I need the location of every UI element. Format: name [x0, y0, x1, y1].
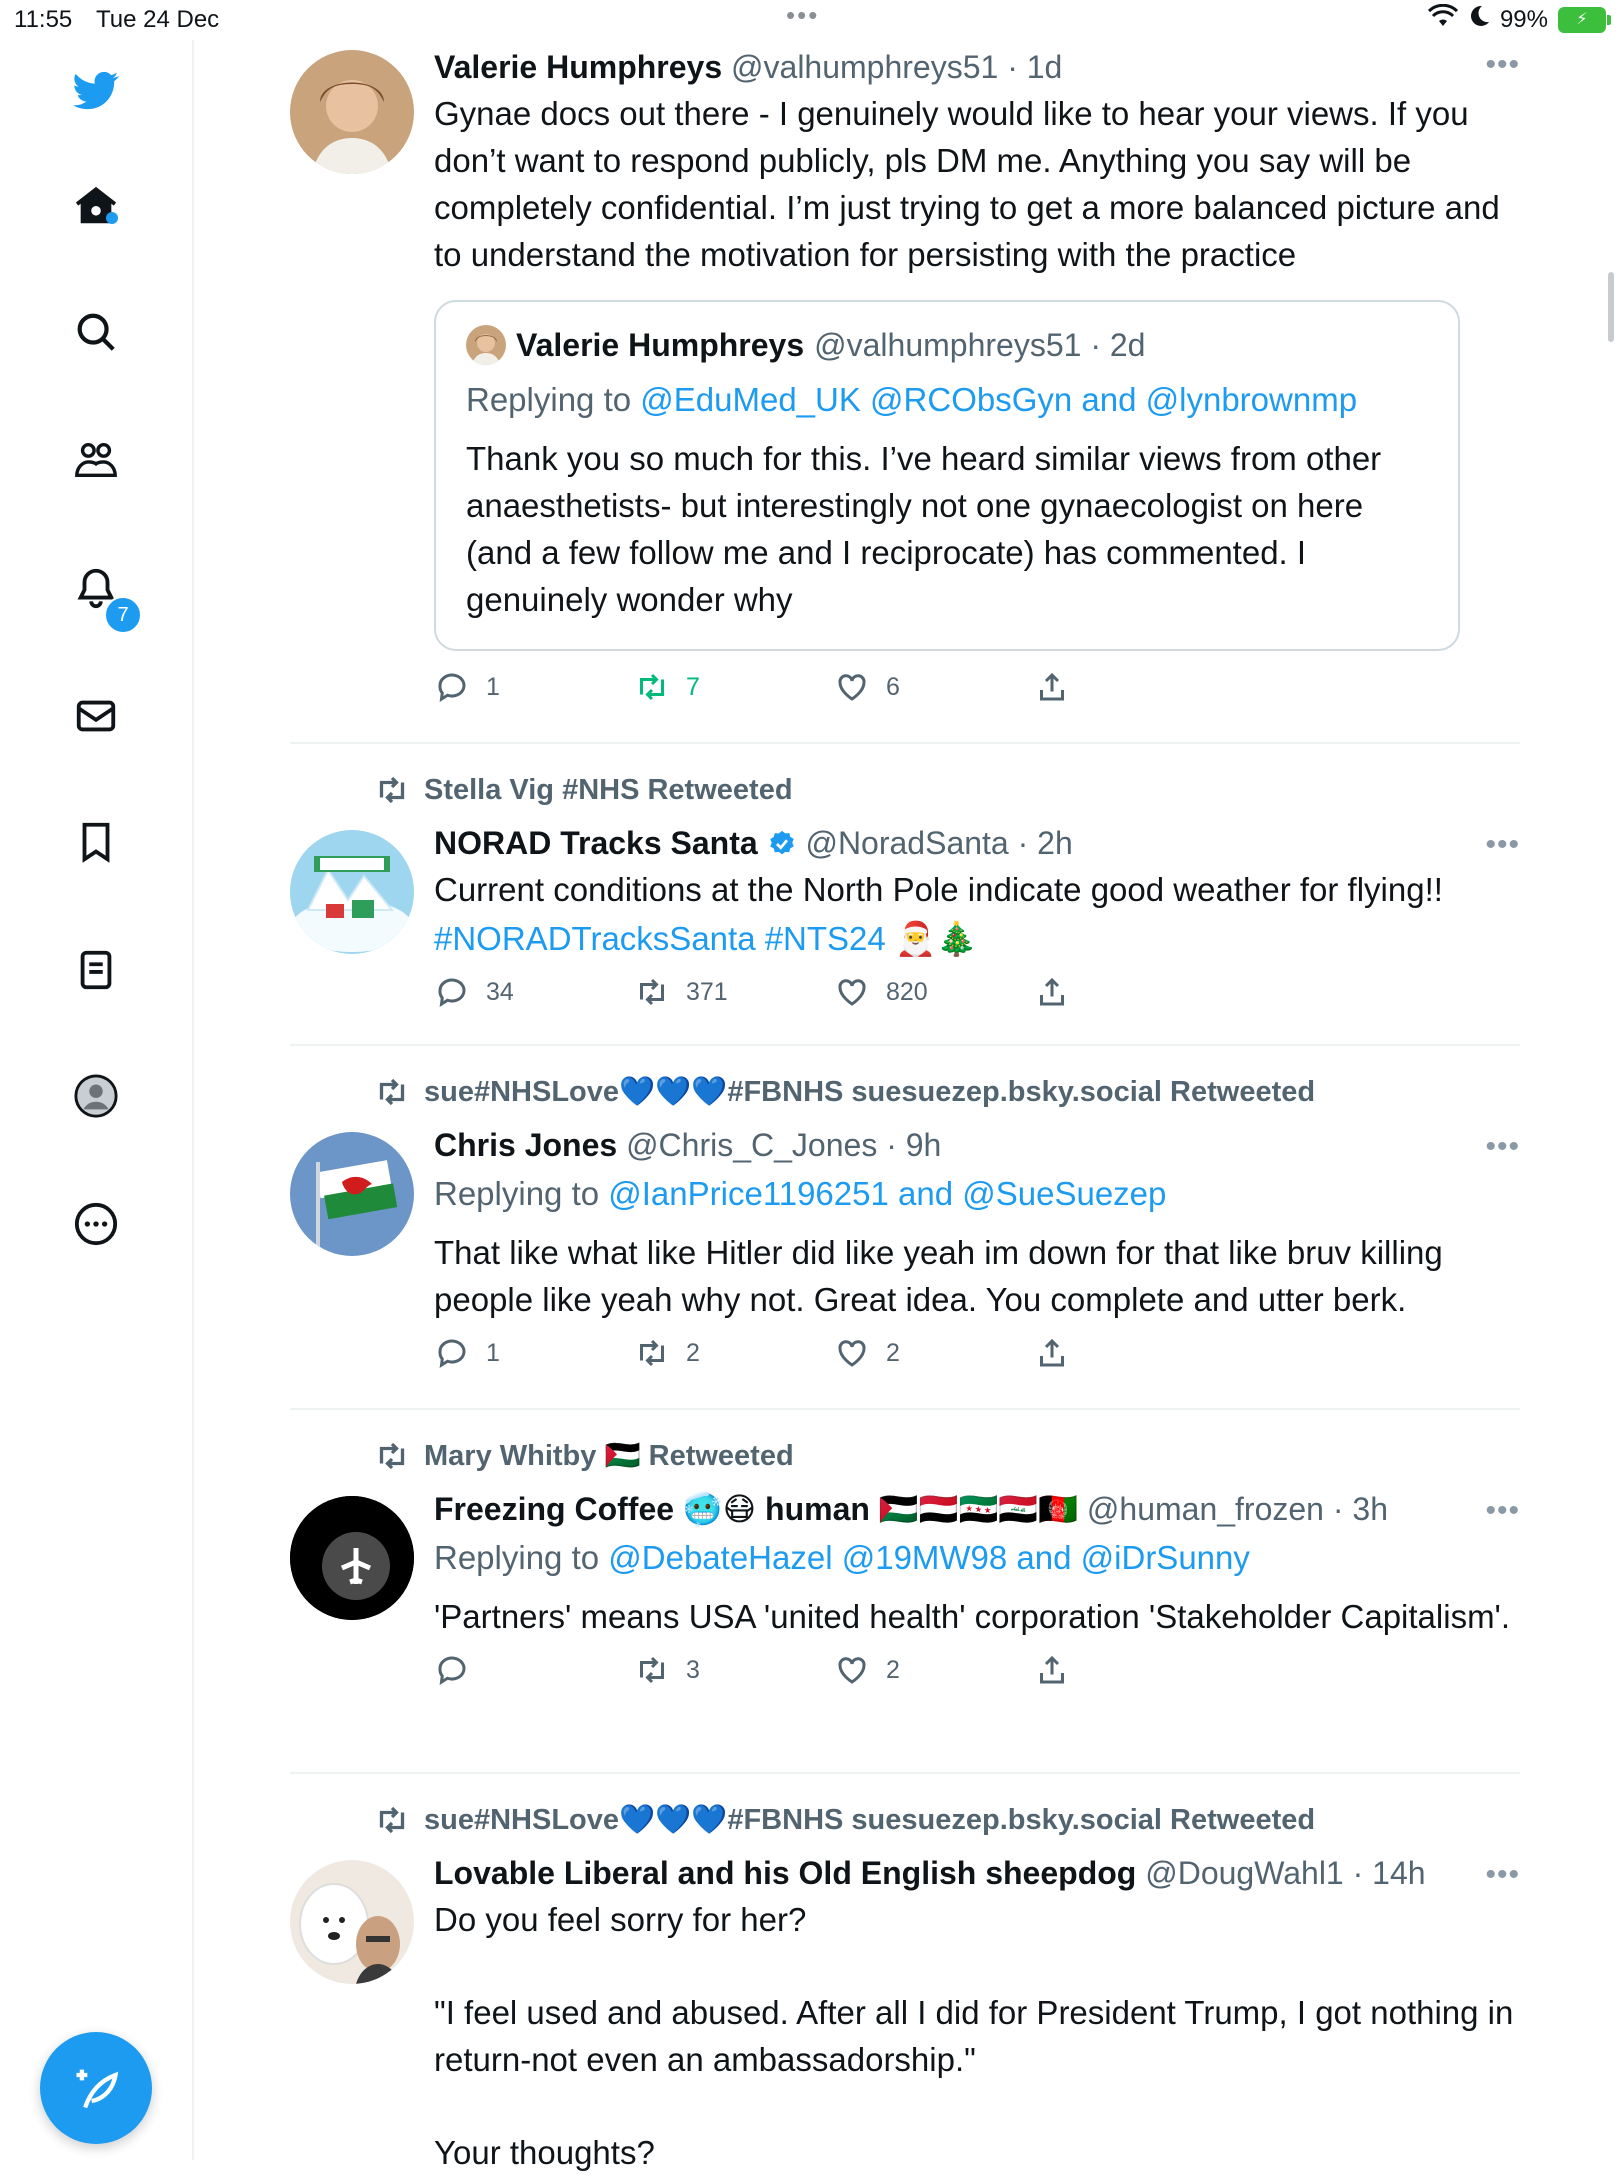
reply-icon — [434, 1652, 470, 1688]
retweet-button[interactable] — [634, 1335, 700, 1371]
reply-prefix: Replying to — [434, 1175, 609, 1212]
retweet-icon — [634, 1652, 670, 1688]
battery-percent: 99% — [1499, 5, 1548, 33]
status-date: Tue 24 Dec — [96, 6, 220, 33]
avatar[interactable] — [290, 50, 414, 174]
retweet-icon — [374, 1802, 410, 1838]
reply-button[interactable] — [434, 669, 500, 705]
tweet-actions — [434, 669, 1520, 729]
tweet-text: Gynae docs out there - I genuinely would like to hear your views. If you don’t want to respond publicly, pls DM me. Anything you say will be completely confidential. I’m just trying to get a more balanced picture and to understand the motivation for persisting with the practice — [434, 95, 1500, 273]
reply-icon — [434, 1335, 470, 1371]
heart-icon — [834, 1652, 870, 1688]
retweeted-by[interactable]: Mary Whitby 🇵🇸 Retweeted — [424, 1440, 794, 1472]
more-icon[interactable]: ••• — [1485, 1130, 1520, 1163]
retweeted-by-line — [374, 1802, 1315, 1838]
retweeted-by[interactable]: sue#NHSLove💙💙💙#FBNHS suesuezep.bsky.social Retweeted — [424, 1804, 1316, 1836]
timeline-feed — [290, 40, 1520, 2174]
tweet[interactable] — [290, 744, 1520, 1046]
like-button[interactable] — [834, 1335, 900, 1371]
retweet-icon — [374, 1438, 410, 1474]
like-count: 2 — [886, 1655, 900, 1684]
reply-prefix: Replying to — [434, 1539, 609, 1576]
more-options-circle-icon[interactable] — [68, 1196, 124, 1252]
search-icon[interactable] — [68, 304, 124, 360]
hashtags[interactable]: #NORADTracksSanta #NTS24 — [434, 920, 886, 957]
quoted-tweet[interactable] — [434, 300, 1460, 651]
profile-avatar-icon[interactable] — [68, 1068, 124, 1124]
sidebar-nav — [0, 40, 194, 2160]
author-name[interactable]: Lovable Liberal and his Old English sheepdog — [434, 1855, 1137, 1891]
share-button[interactable] — [1034, 974, 1070, 1010]
share-icon — [1034, 1335, 1070, 1371]
tweet-text-line-3: Your thoughts? — [434, 2134, 655, 2171]
reply-to-users[interactable]: @DebateHazel @19MW98 and @iDrSunny — [608, 1539, 1250, 1576]
tweet[interactable] — [290, 40, 1520, 744]
share-icon — [1034, 974, 1070, 1010]
tweet[interactable] — [290, 1046, 1520, 1410]
retweeted-by[interactable]: sue#NHSLove💙💙💙#FBNHS suesuezep.bsky.social Retweeted — [424, 1076, 1316, 1108]
like-button[interactable] — [834, 1652, 900, 1688]
home-icon[interactable] — [68, 178, 124, 234]
multitasking-dots-icon[interactable]: ••• — [786, 0, 820, 30]
tweet-actions — [434, 1335, 1520, 1395]
tweet-text-line-1: Do you feel sorry for her? — [434, 1901, 807, 1938]
more-icon[interactable]: ••• — [1485, 1494, 1520, 1527]
retweeted-by[interactable]: Stella Vig #NHS Retweeted — [424, 773, 793, 806]
reply-button[interactable] — [434, 974, 514, 1010]
quoted-author-name: Valerie Humphreys — [516, 327, 805, 363]
author-handle[interactable]: @NoradSanta · 2h — [805, 825, 1073, 861]
retweet-icon — [634, 669, 670, 705]
retweet-icon — [634, 1335, 670, 1371]
reply-count: 34 — [486, 977, 514, 1006]
share-button[interactable] — [1034, 1652, 1070, 1688]
author-name[interactable]: Chris Jones — [434, 1127, 618, 1163]
tweet-actions — [434, 1652, 1520, 1712]
reply-to-users[interactable]: @IanPrice1196251 and @SueSuezep — [608, 1175, 1167, 1212]
avatar[interactable] — [290, 1860, 414, 1984]
share-button[interactable] — [1034, 1335, 1070, 1371]
compose-tweet-button[interactable] — [40, 2032, 152, 2144]
home-unread-dot — [106, 212, 118, 224]
bookmarks-icon[interactable] — [68, 814, 124, 870]
lists-icon[interactable] — [68, 942, 124, 998]
reply-to-users[interactable]: @EduMed_UK @RCObsGyn and @lynbrownmp — [640, 381, 1358, 418]
verified-badge-icon — [767, 829, 797, 859]
moon-icon — [1468, 4, 1490, 35]
reply-icon — [434, 974, 470, 1010]
retweet-icon — [374, 772, 410, 808]
heart-icon — [834, 1335, 870, 1371]
tweet-text: Current conditions at the North Pole indicate good weather for flying!! — [434, 871, 1443, 908]
share-button[interactable] — [1034, 669, 1070, 705]
author-handle[interactable]: @Chris_C_Jones · 9h — [626, 1127, 942, 1163]
retweet-button[interactable] — [634, 669, 700, 705]
author-handle[interactable]: @valhumphreys51 · 1d — [731, 49, 1063, 85]
retweet-count: 7 — [686, 672, 700, 701]
tweet-text: That like what like Hitler did like yeah im down for that like bruv killing people like yeah why not. Great idea. You complete and utter berk. — [434, 1234, 1443, 1318]
reply-button[interactable] — [434, 1652, 486, 1688]
retweet-button[interactable] — [634, 1652, 700, 1688]
status-right — [1428, 4, 1606, 35]
retweeted-by-line — [374, 1438, 794, 1474]
author-handle[interactable]: @human_frozen · 3h — [1086, 1491, 1388, 1527]
avatar[interactable] — [290, 1132, 414, 1256]
communities-icon[interactable] — [68, 432, 124, 488]
reply-button[interactable] — [434, 1335, 500, 1371]
reply-count: 1 — [486, 1338, 500, 1367]
scrollbar[interactable] — [1608, 272, 1614, 342]
battery-icon: ⚡ — [1558, 7, 1606, 33]
quoted-author-handle: @valhumphreys51 · 2d — [814, 327, 1146, 363]
tweet-text-line-2: "I feel used and abused. After all I did for President Trump, I got nothing in return-not even an ambassadorship." — [434, 1994, 1514, 2078]
retweet-icon — [374, 1074, 410, 1110]
avatar[interactable] — [290, 830, 414, 954]
retweet-count: 2 — [686, 1338, 700, 1367]
quoted-tweet-text: Thank you so much for this. I’ve heard similar views from other anaesthetists- but interestingly not one gynaecologist on here (and a few follow me and I reciprocate) has commented. I genuinely wonder why — [466, 440, 1382, 618]
emoji: 🎅🎄 — [894, 920, 978, 957]
heart-icon — [834, 669, 870, 705]
tweet[interactable] — [290, 1410, 1520, 1774]
author-handle[interactable]: @DougWahl1 · 14h — [1145, 1855, 1426, 1891]
tweet-text: 'Partners' means USA 'united health' corporation 'Stakeholder Capitalism'. — [434, 1598, 1511, 1635]
retweeted-by-line — [374, 1074, 1315, 1110]
twitter-logo-icon[interactable] — [68, 62, 124, 118]
more-icon[interactable]: ••• — [1485, 1858, 1520, 1891]
messages-envelope-icon[interactable] — [68, 688, 124, 744]
like-count: 6 — [886, 672, 900, 701]
more-icon[interactable]: ••• — [1485, 48, 1520, 81]
author-name[interactable]: Freezing Coffee 🥶😷 human 🇵🇸🇾🇪🇸🇾🇮🇶🇦🇫 — [434, 1491, 1079, 1527]
retweet-count: 3 — [686, 1655, 700, 1684]
author-name[interactable]: Valerie Humphreys — [434, 49, 723, 85]
retweet-count: 371 — [686, 977, 728, 1006]
author-name[interactable]: NORAD Tracks Santa — [434, 825, 758, 861]
retweet-icon — [634, 974, 670, 1010]
avatar[interactable] — [290, 1496, 414, 1620]
retweeted-by-line — [374, 772, 793, 808]
share-icon — [1034, 1652, 1070, 1688]
like-button[interactable] — [834, 974, 928, 1010]
wifi-icon — [1428, 4, 1458, 35]
tweet[interactable] — [290, 1774, 1520, 2174]
like-count: 2 — [886, 1338, 900, 1367]
feather-plus-icon — [70, 2062, 122, 2114]
retweet-button[interactable] — [634, 974, 728, 1010]
status-bar — [0, 0, 1620, 40]
reply-prefix: Replying to — [466, 381, 641, 418]
status-time: 11:55 — [14, 6, 73, 33]
reply-count: 1 — [486, 672, 500, 701]
heart-icon — [834, 974, 870, 1010]
notifications-badge: 7 — [104, 596, 142, 634]
share-icon — [1034, 669, 1070, 705]
tweet-actions — [434, 974, 1520, 1034]
more-icon[interactable]: ••• — [1485, 828, 1520, 861]
reply-icon — [434, 669, 470, 705]
like-count: 820 — [886, 977, 928, 1006]
like-button[interactable] — [834, 669, 900, 705]
avatar — [466, 325, 506, 365]
